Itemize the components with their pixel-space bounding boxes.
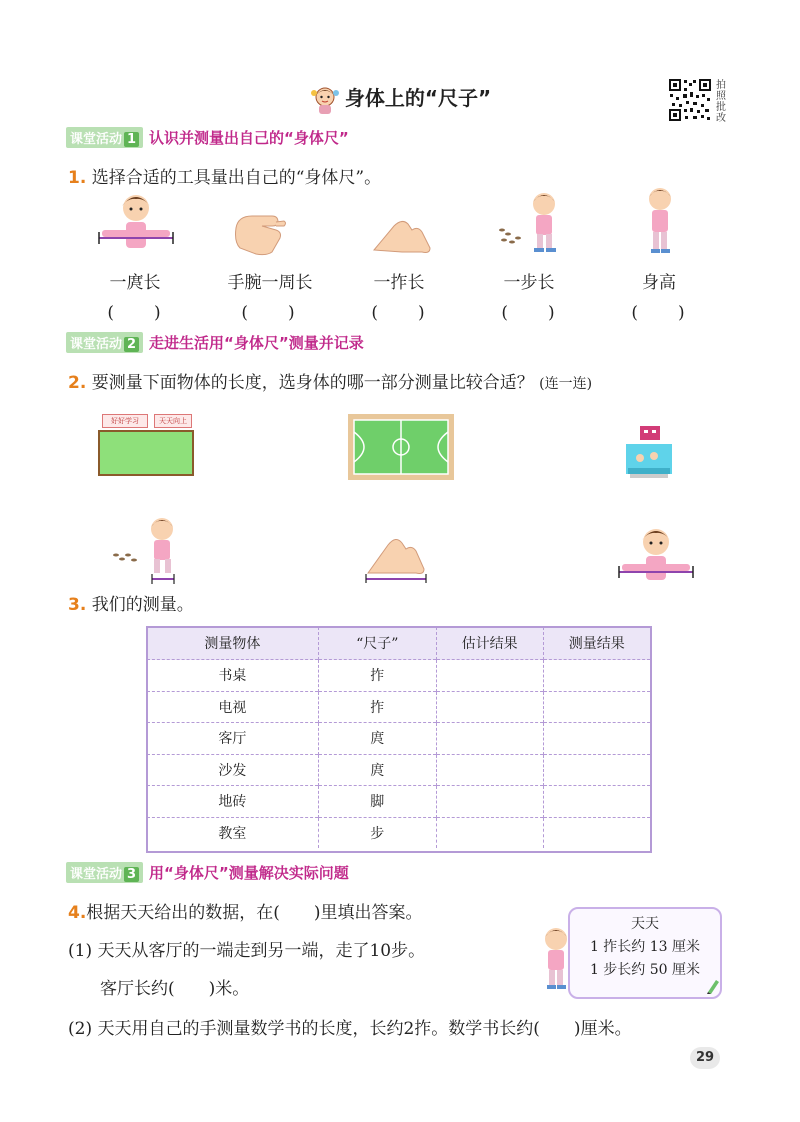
arm-span-illustration: [96, 192, 176, 258]
question-4-part-1: (1) 天天从客厅的一端走到另一端，走了10步。: [68, 941, 426, 961]
object-cell: 电视: [147, 691, 319, 723]
column-header: 测量结果: [543, 627, 650, 660]
ruler-cell: 拃: [318, 691, 436, 723]
note-name: 天天: [631, 916, 659, 932]
answer-blank-wrist[interactable]: ( ): [241, 303, 297, 323]
tv-illustration[interactable]: [626, 422, 672, 484]
qr-caption: 拍照批改: [716, 80, 726, 124]
estimate-cell[interactable]: [436, 754, 543, 786]
object-cell: 教室: [147, 817, 319, 848]
result-cell[interactable]: [543, 660, 650, 692]
column-header: 测量物体: [147, 627, 319, 660]
table-row: [147, 691, 651, 723]
question-4-part-2[interactable]: (2) 天天用自己的手测量数学书的长度，长约2拃。数学书长约( )厘米。: [68, 1019, 632, 1039]
column-header: 估计结果: [436, 627, 543, 660]
question-4: 4.根据天天给出的数据，在( )里填出答案。: [68, 903, 423, 923]
measurement-table: [146, 626, 650, 848]
ruler-cell: 庹: [318, 723, 436, 755]
qr-code-icon[interactable]: [668, 78, 712, 122]
tiantian-note: [568, 907, 722, 999]
note-line-1: 1 拃长约 13 厘米: [589, 939, 701, 955]
activity-2-heading: [66, 332, 364, 353]
board-slogan-right: 天天向上: [154, 414, 192, 428]
estimate-cell[interactable]: [436, 660, 543, 692]
ruler-cell: 拃: [318, 660, 436, 692]
table-header-row: [147, 627, 651, 660]
estimate-cell[interactable]: [436, 786, 543, 818]
ruler-cell: 庹: [318, 754, 436, 786]
label-step: 一步长: [503, 273, 555, 293]
activity-tag: 课堂活动 2: [66, 332, 143, 353]
table-row: [147, 660, 651, 692]
label-hand-span: 一拃长: [373, 273, 425, 293]
table-row: [147, 817, 651, 848]
note-line-2: 1 步长约 50 厘米: [589, 962, 701, 978]
basketball-court-illustration[interactable]: [348, 414, 454, 484]
answer-blank-height[interactable]: ( ): [631, 303, 687, 323]
question-4-part-1-answer[interactable]: 客厅长约( )米。: [100, 979, 250, 999]
label-wrist: 手腕一周长: [227, 273, 313, 293]
result-cell[interactable]: [543, 786, 650, 818]
object-cell: 地砖: [147, 786, 319, 818]
table-row: [147, 754, 651, 786]
arm-span-tool-illustration[interactable]: [616, 526, 696, 586]
activity-1-heading: [66, 127, 349, 148]
mascot-icon: [309, 85, 341, 115]
table-row: [147, 786, 651, 818]
board-surface: [98, 430, 194, 476]
page-number: 29: [690, 1047, 720, 1069]
label-arm-span: 一庹长: [109, 273, 161, 293]
estimate-cell[interactable]: [436, 691, 543, 723]
object-cell: 沙发: [147, 754, 319, 786]
blackboard-illustration[interactable]: [98, 414, 194, 476]
standing-boy-illustration: [640, 186, 680, 260]
result-cell[interactable]: [543, 723, 650, 755]
ruler-cell: 脚: [318, 786, 436, 818]
title-text: 身体上的“尺子”: [344, 86, 492, 110]
question-3: 3. 我们的测量。: [68, 595, 194, 615]
object-cell: 客厅: [147, 723, 319, 755]
result-cell[interactable]: [543, 754, 650, 786]
activity-3-heading: [66, 862, 349, 883]
activity-2-text: 走进生活用“身体尺”测量并记录: [149, 334, 364, 352]
question-2: 2. 要测量下面物体的长度，选身体的哪一部分测量比较合适？ (连一连): [68, 373, 593, 393]
activity-tag: 课堂活动 3: [66, 862, 143, 883]
wrist-hand-illustration: [232, 208, 288, 260]
activity-1-text: 认识并测量出自己的“身体尺”: [149, 129, 349, 147]
board-slogan-left: 好好学习: [102, 414, 148, 428]
answer-blank-step[interactable]: ( ): [501, 303, 557, 323]
estimate-cell[interactable]: [436, 723, 543, 755]
question-1: 1. 选择合适的工具量出自己的“身体尺”。: [68, 168, 382, 188]
walking-boy-illustration: [496, 190, 566, 260]
object-cell: 书桌: [147, 660, 319, 692]
column-header: “尺子”: [318, 627, 436, 660]
answer-blank-arm-span[interactable]: ( ): [107, 303, 163, 323]
hand-span-tool-illustration[interactable]: [364, 533, 428, 587]
connect-hint: (连一连): [539, 376, 593, 392]
activity-3-text: 用“身体尺”测量解决实际问题: [149, 864, 349, 882]
activity-tag: 课堂活动 1: [66, 127, 143, 148]
ruler-cell: 步: [318, 817, 436, 848]
answer-blank-hand-span[interactable]: ( ): [371, 303, 427, 323]
step-tool-illustration[interactable]: [110, 515, 190, 589]
label-height: 身高: [642, 273, 676, 293]
hand-span-illustration: [372, 216, 432, 260]
estimate-cell[interactable]: [436, 817, 543, 848]
result-cell[interactable]: [543, 691, 650, 723]
pencil-icon: [706, 978, 720, 998]
result-cell[interactable]: [543, 817, 650, 848]
table-row: [147, 723, 651, 755]
